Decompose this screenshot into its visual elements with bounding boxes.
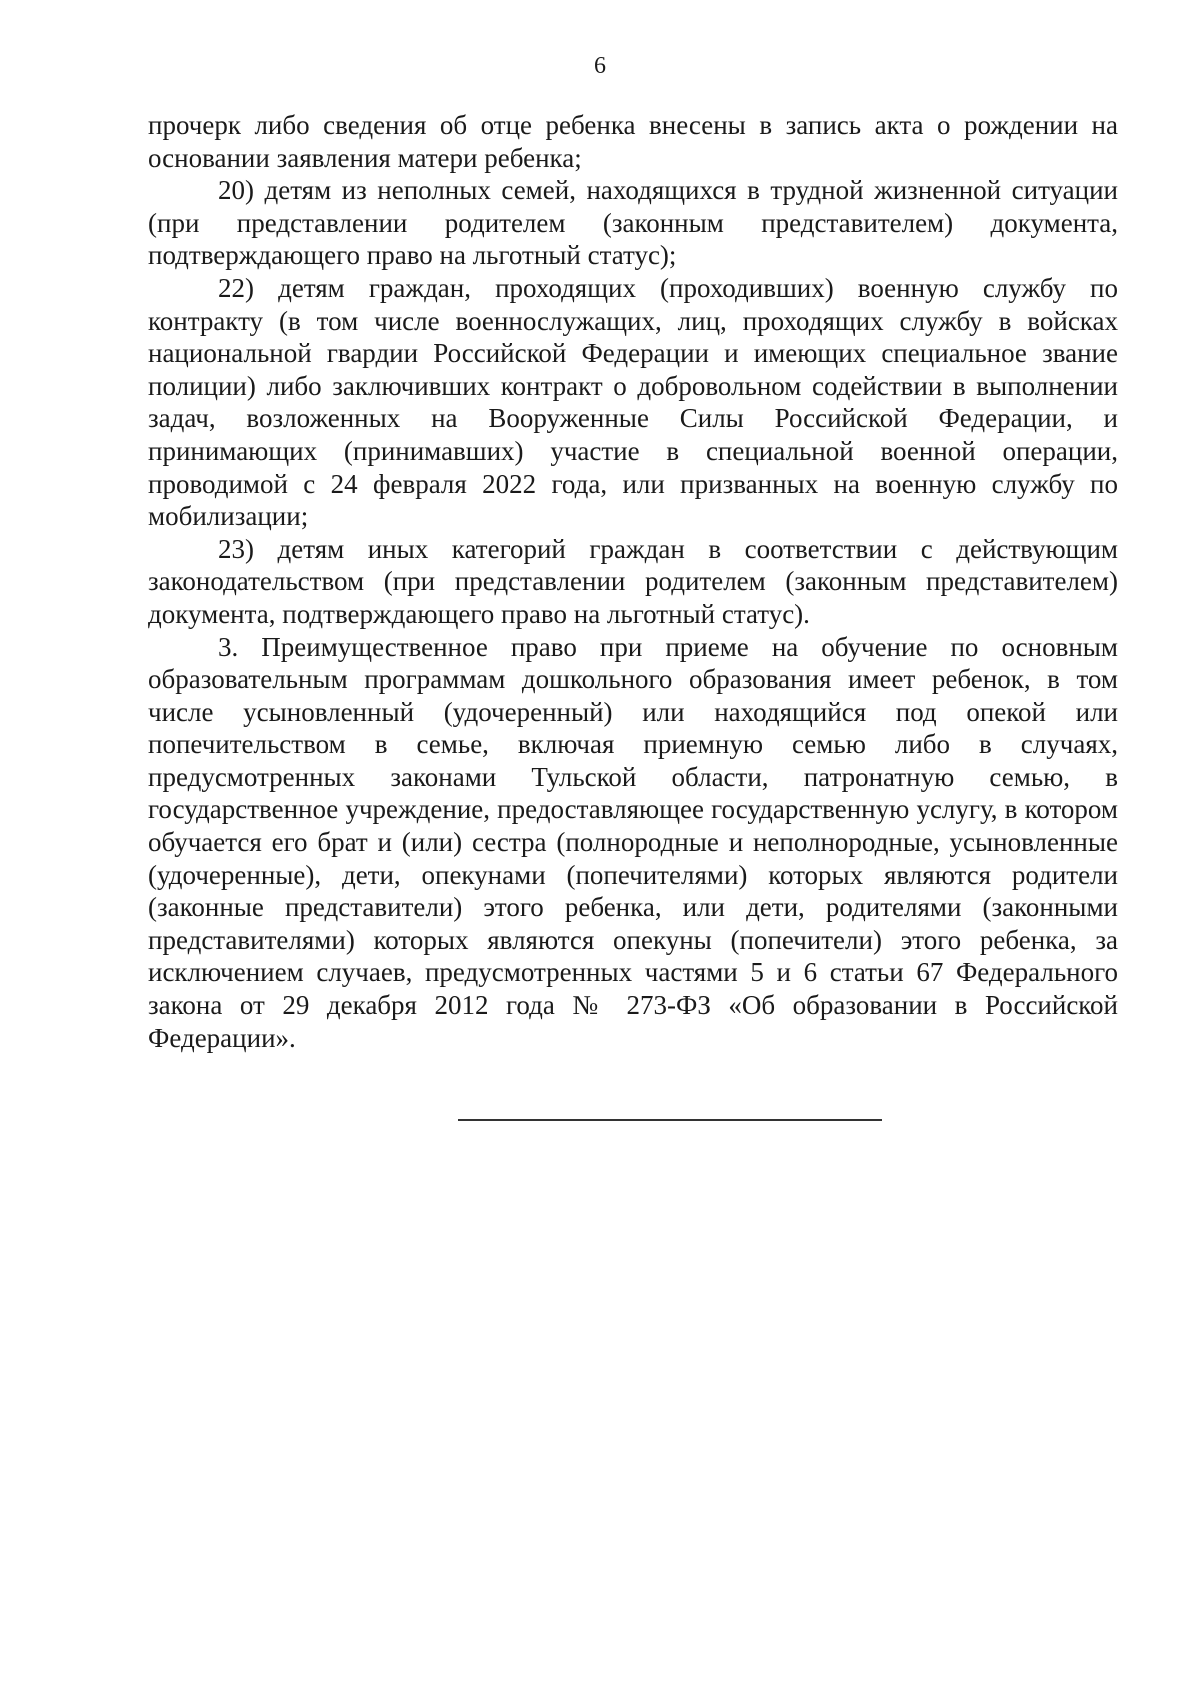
paragraph-item-22: 22) детям граждан, проходящих (проходивших) военную службу по контракту (в том числе военнослужащих, лиц, проходящих службу в войсках национальной гвардии Российской Федерации и имеющих специальное звание полиции) либо заключивших контракт о добровольном содействии в выполнении задач, возложенных на Вооруженные Силы Российской Федерации, и принимающих (принимавших) участие в специальной военной операции, проводимой с 24 февраля 2022 года, или призванных на военную службу по мобилизации; — [148, 272, 1118, 532]
document-body — [148, 109, 1118, 1054]
page-number: 6 — [594, 53, 606, 79]
paragraph-item-20: 20) детям из неполных семей, находящихся в трудной жизненной ситуации (при представлении родителем (законным представителем) документа, подтверждающего право на льготный статус); — [148, 175, 1118, 271]
end-divider-line — [458, 1119, 882, 1121]
paragraph-continuation: прочерк либо сведения об отце ребенка внесены в запись акта о рождении на основании заявления матери ребенка; — [148, 110, 1118, 173]
paragraph-item-23: 23) детям иных категорий граждан в соответствии с действующим законодательством (при представлении родителем (законным представителем) документа, подтверждающего право на льготный статус). — [148, 533, 1118, 629]
paragraph-section-3: 3. Преимущественное право при приеме на обучение по основным образовательным программам дошкольного образования имеет ребенок, в том числе усыновленный (удочеренный) или находящийся под опекой или попечительством в семье, включая приемную семью либо в случаях, предусмотренных законами Тульской области, патронатную семью, в государственное учреждение, предоставляющее государственную услугу, в котором обучается его брат и (или) сестра (полнородные и неполнородные, усыновленные (удочеренные), дети, опекунами (попечителями) которых являются родители (законные представители) этого ребенка, или дети, родителями (законными представителями) которых являются опекуны (попечители) этого ребенка, за исключением случаев, предусмотренных частями 5 и 6 статьи 67 Федерального закона от 29 декабря 2012 года № 273-ФЗ «Об образовании в Российской Федерации». — [148, 631, 1118, 1053]
